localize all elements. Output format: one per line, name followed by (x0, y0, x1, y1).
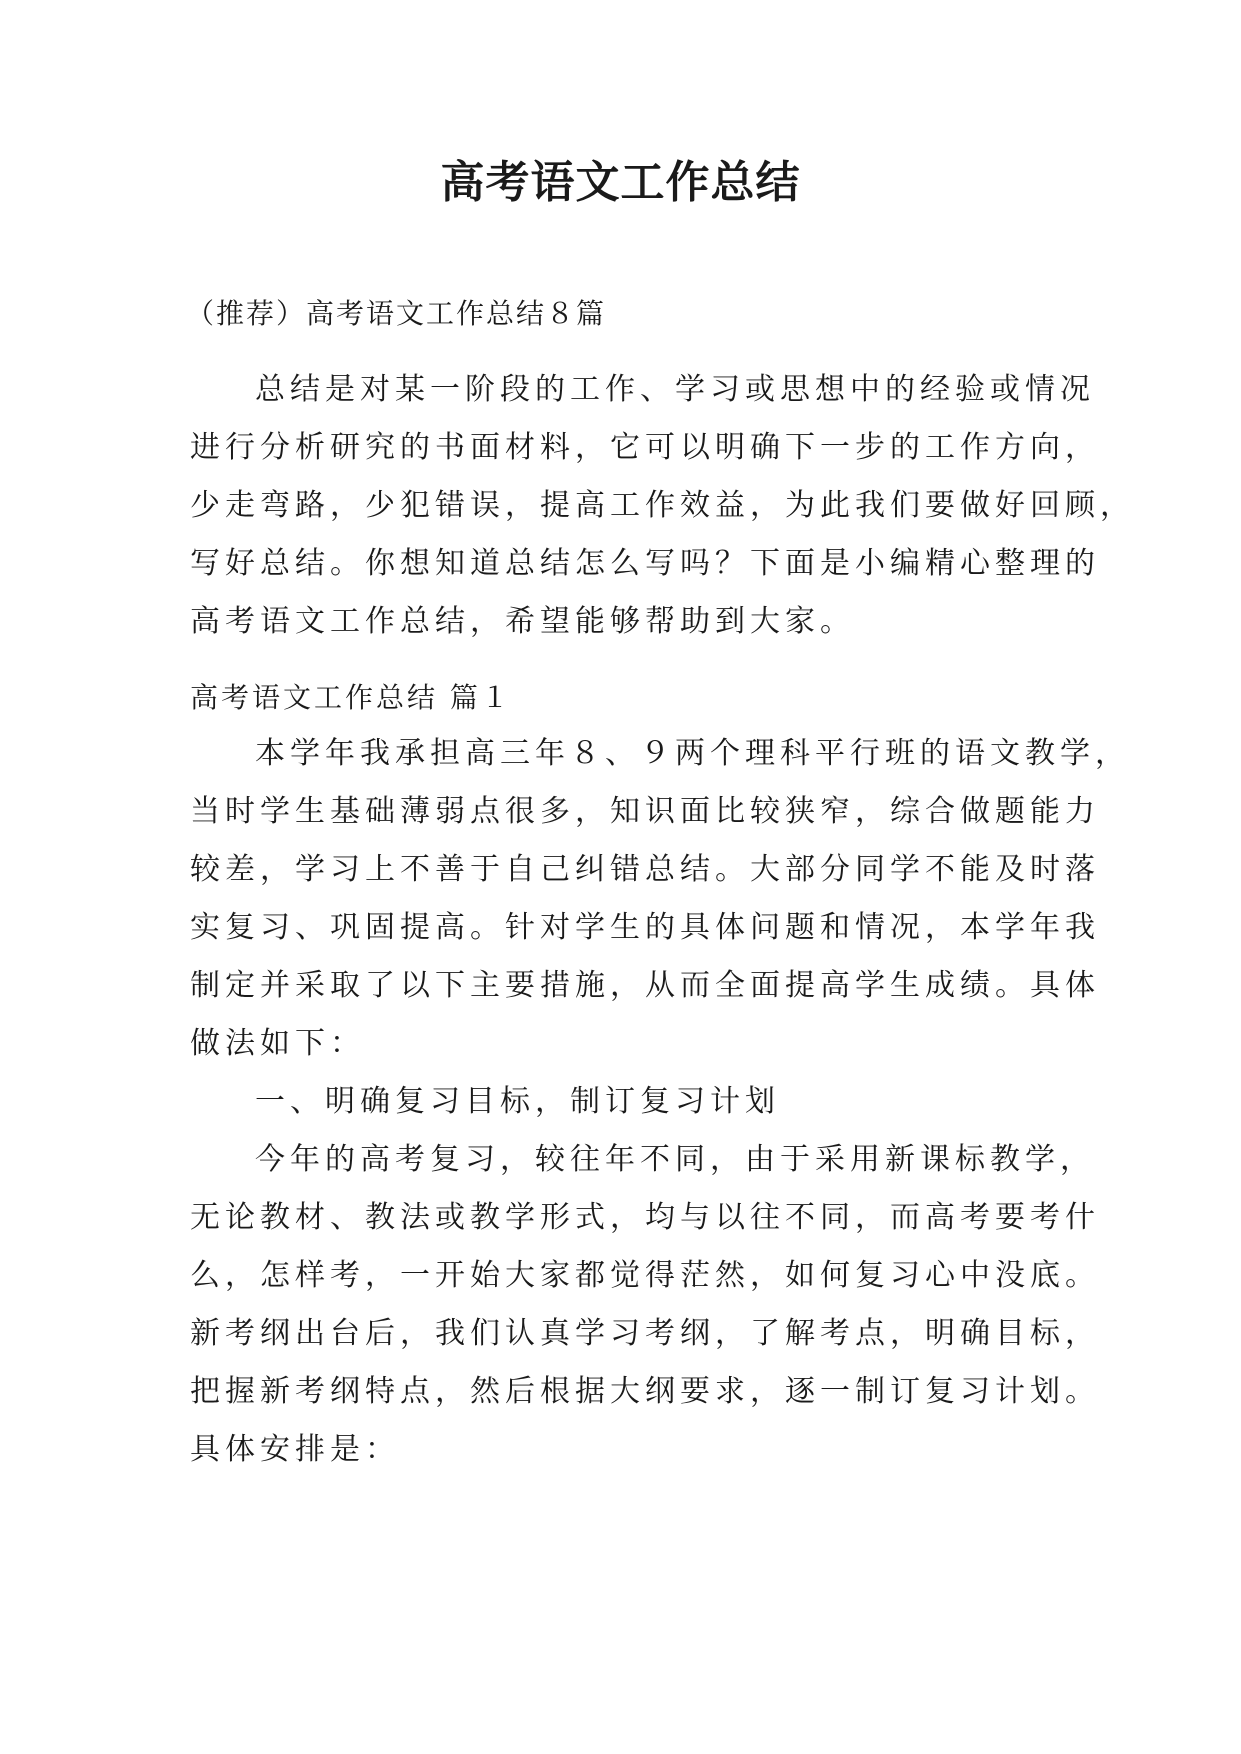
section-heading: 高考语文工作总结 篇１ (190, 681, 512, 714)
paragraph-line: 制定并采取了以下主要措施，从而全面提高学生成绩。具体 (190, 968, 1100, 1003)
paragraph-line: 把握新考纲特点，然后根据大纲要求，逐一制订复习计划。 (190, 1374, 1100, 1409)
paragraph-line: 本学年我承担高三年８、９两个理科平行班的语文教学， (255, 736, 1130, 771)
paragraph-line: 新考纲出台后，我们认真学习考纲，了解考点，明确目标， (190, 1316, 1100, 1351)
intro-line: 总结是对某一阶段的工作、学习或思想中的经验或情况 (255, 372, 1095, 407)
document-subtitle: （推荐）高考语文工作总结８篇 (186, 297, 607, 330)
subheading: 一、明确复习目标，制订复习计划 (255, 1084, 780, 1119)
intro-line: 少走弯路，少犯错误，提高工作效益，为此我们要做好回顾， (190, 488, 1135, 523)
paragraph-line: 今年的高考复习，较往年不同，由于采用新课标教学， (255, 1142, 1095, 1177)
paragraph-line: 实复习、巩固提高。针对学生的具体问题和情况，本学年我 (190, 910, 1100, 945)
paragraph-line: 么，怎样考，一开始大家都觉得茫然，如何复习心中没底。 (190, 1258, 1100, 1293)
paragraph-line: 当时学生基础薄弱点很多，知识面比较狭窄，综合做题能力 (190, 794, 1100, 829)
document-title: 高考语文工作总结 (440, 157, 801, 208)
paragraph-line: 较差，学习上不善于自己纠错总结。大部分同学不能及时落 (190, 852, 1100, 887)
intro-line: 写好总结。你想知道总结怎么写吗？下面是小编精心整理的 (190, 546, 1100, 581)
paragraph-line: 无论教材、教法或教学形式，均与以往不同，而高考要考什 (190, 1200, 1100, 1235)
paragraph-line: 具体安排是： (190, 1432, 400, 1467)
intro-line: 高考语文工作总结，希望能够帮助到大家。 (190, 604, 855, 639)
intro-line: 进行分析研究的书面材料，它可以明确下一步的工作方向， (190, 430, 1100, 465)
paragraph-line: 做法如下： (190, 1026, 365, 1061)
